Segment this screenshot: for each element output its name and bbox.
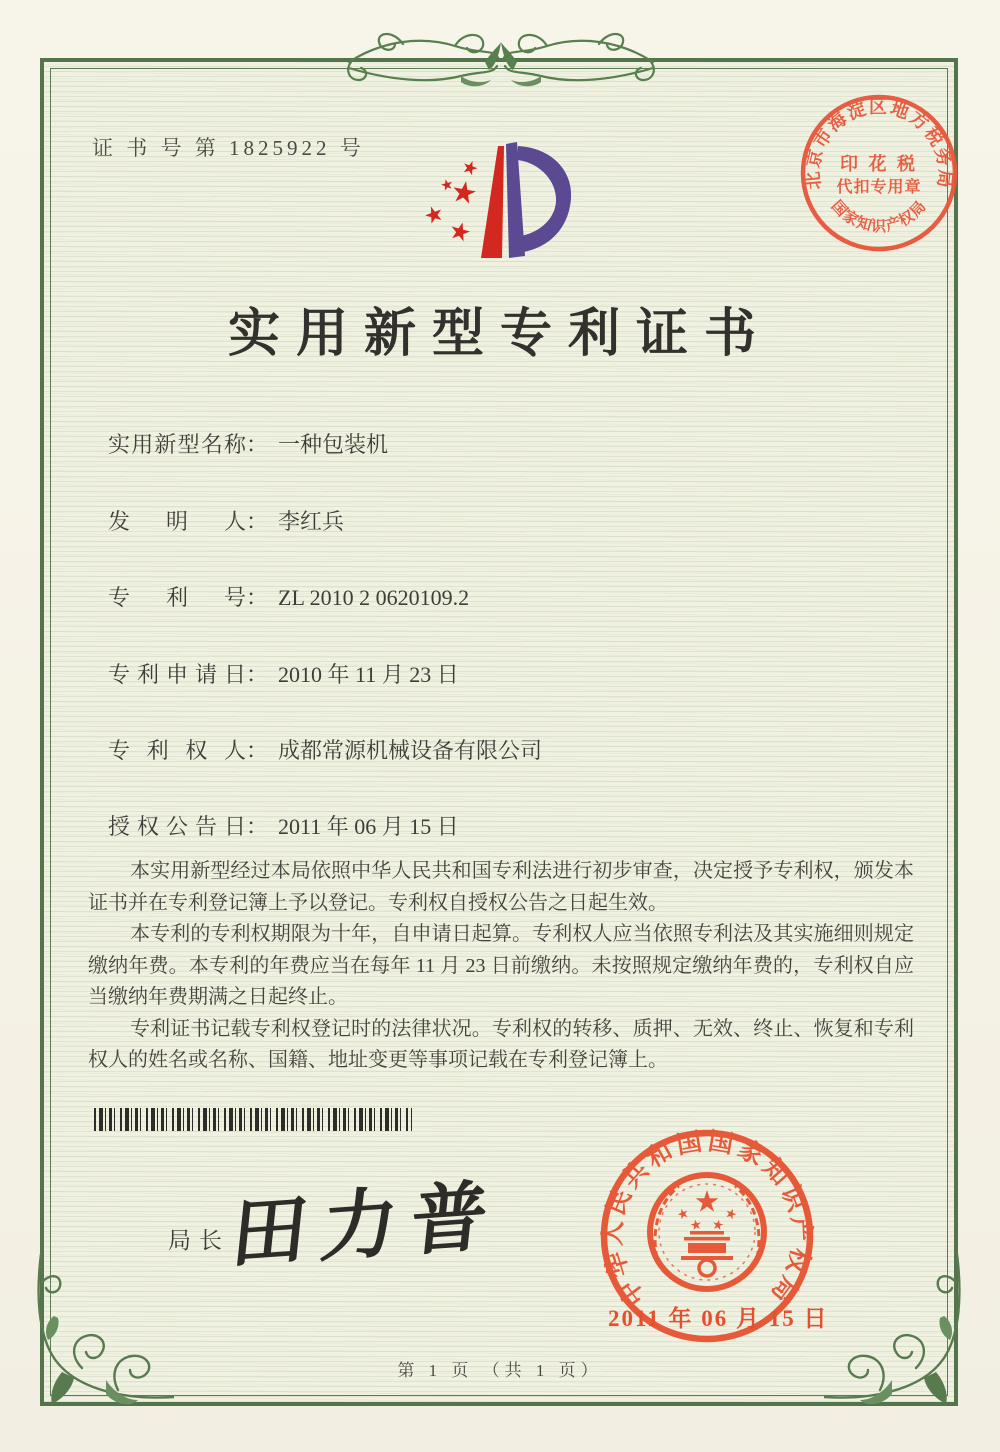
field-row-filing-date — [108, 658, 459, 689]
national-emblem-icon — [650, 1175, 764, 1289]
field-label: 专利号 — [108, 585, 246, 610]
field-row-patent-no — [108, 581, 469, 612]
field-value-inventor: 李红兵 — [278, 509, 345, 534]
legal-text-block — [88, 856, 914, 1077]
svg-text:国家知识产权局 — [828, 197, 930, 235]
field-label: 专利权人 — [108, 738, 246, 763]
field-row-name — [108, 428, 388, 459]
legal-paragraph-1: 本实用新型经过本局依照中华人民共和国专利法进行初步审查，决定授予专利权，颁发本证书并在专利登记簿上予以登记。专利权自授权公告之日起生效。 — [88, 860, 914, 914]
field-colon: ： — [246, 585, 269, 610]
field-value-filing-date: 2010 年 11 月 23 日 — [278, 662, 459, 687]
field-value-patent-no: ZL 2010 2 0620109.2 — [278, 585, 470, 610]
field-colon: ： — [246, 662, 269, 687]
field-label: 授权公告日 — [108, 814, 246, 839]
tax-stamp-line2: 代扣专用章 — [836, 179, 922, 196]
field-colon: ： — [246, 814, 269, 839]
field-value-name: 一种包装机 — [278, 432, 389, 457]
field-colon: ： — [246, 509, 269, 534]
commissioner-signature: 田力普 — [227, 1174, 506, 1278]
field-colon: ： — [246, 738, 269, 763]
svg-text:北京市海淀区地方税务局 — [802, 97, 956, 190]
commissioner-role-label: 局长 — [168, 1228, 230, 1253]
field-row-grant-date — [108, 810, 459, 841]
field-label: 专利申请日 — [108, 662, 246, 687]
bottom-right-flourish-icon — [824, 1252, 974, 1408]
field-label: 实用新型名称 — [108, 432, 246, 457]
seal-date: 2011 年 06 月 15 日 — [608, 1306, 829, 1331]
tax-stamp-seal — [794, 88, 964, 258]
field-row-patentee — [108, 734, 542, 765]
tax-stamp-bottom-arc: 国家知识产权局 — [827, 198, 931, 235]
bottom-left-flourish-icon — [24, 1252, 174, 1408]
cnipa-logo-icon — [403, 138, 618, 293]
field-row-inventor — [108, 505, 344, 536]
field-label: 发明人 — [108, 509, 246, 534]
barcode — [94, 1108, 412, 1131]
top-dragon-ornament-icon — [345, 22, 657, 94]
tax-stamp-line1: 印 花 税 — [840, 154, 918, 174]
legal-paragraph-2: 本专利的专利权期限为十年，自申请日起算。专利权人应当依照专利法及其实施细则规定缴纳年费。本专利的年费应当在每年 11 月 23 日前缴纳。未按照规定缴纳年费的，专利权自应当缴纳年费期满之日起终止。 — [88, 923, 914, 1008]
tax-stamp-top-arc: 北京市海淀区地方税务局 — [802, 97, 956, 191]
field-colon: ： — [246, 432, 269, 457]
svg-text:中华人民共和国国家知识产权局 — [598, 1127, 816, 1311]
seal-ring-text: 中华人民共和国国家知识产权局 — [599, 1128, 815, 1311]
field-value-grant-date: 2011 年 06 月 15 日 — [278, 814, 459, 839]
certificate-title: 实用新型专利证书 — [227, 306, 772, 363]
certificate-number: 证 书 号 第 1825922 号 — [92, 136, 365, 160]
field-value-patentee: 成都常源机械设备有限公司 — [278, 738, 543, 763]
page-number-footer: 第 1 页 （共 1 页） — [397, 1361, 603, 1380]
legal-paragraph-3: 专利证书记载专利权登记时的法律状况。专利权的转移、质押、无效、终止、恢复和专利权人的姓名或名称、国籍、地址变更等事项记载在专利登记簿上。 — [88, 1017, 914, 1071]
